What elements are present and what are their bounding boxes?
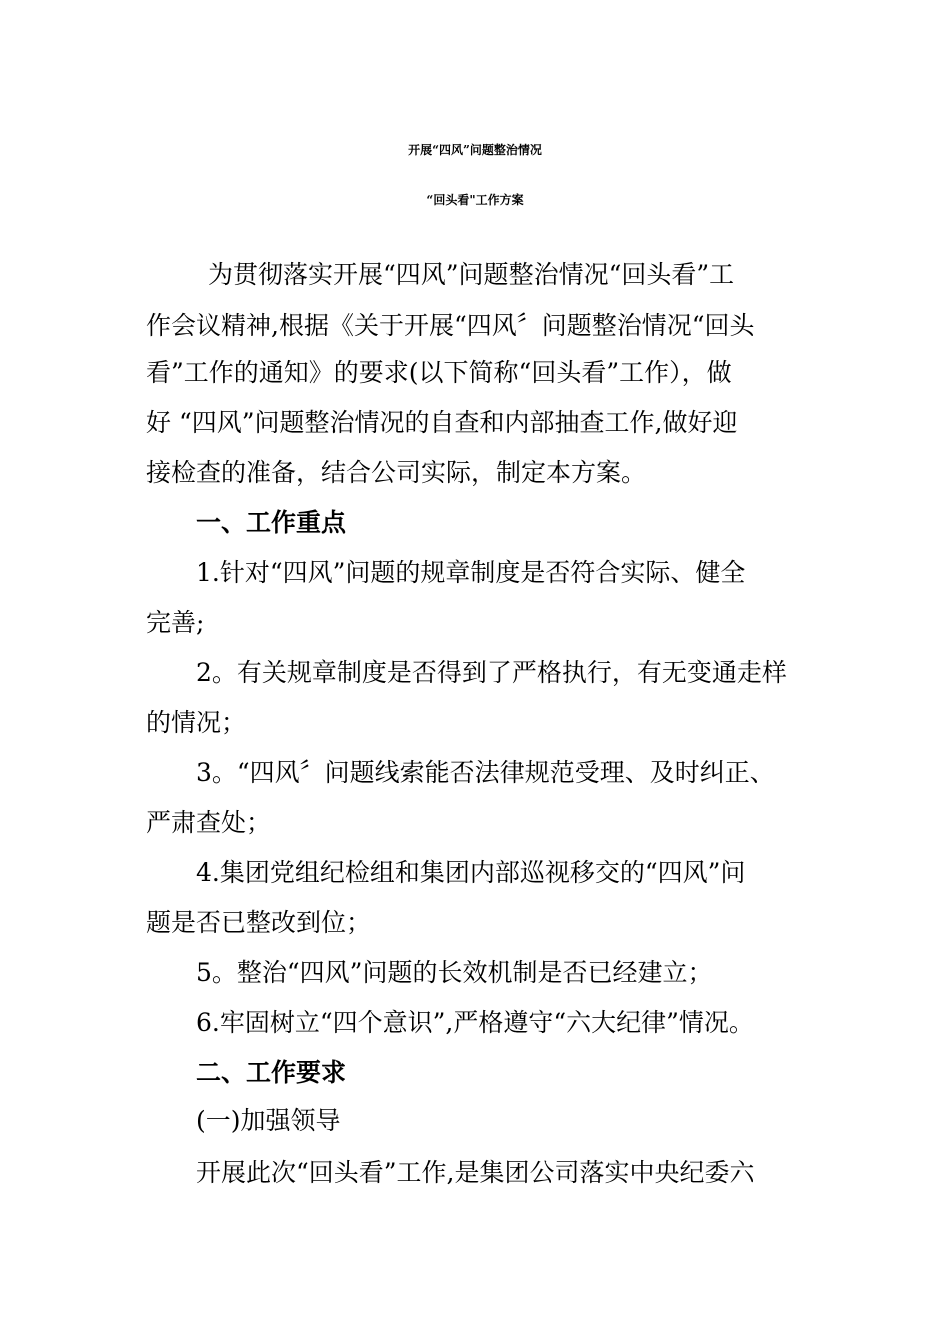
list-item: 的情况； [146, 708, 247, 737]
intro-line-5: 接检查的准备，结合公司实际，制定本方案。 [146, 458, 647, 487]
list-item: 严肃查处； [146, 808, 272, 837]
list-item: 2。有关规章制度是否得到了严格执行，有无变通走样 [196, 658, 787, 687]
list-item: 6.牢固树立“四个意识”,严格遵守“六大纪律”情况。 [196, 1008, 754, 1037]
document-title-line-2: “回头看"工作方案 [426, 193, 524, 207]
list-item: 完善; [146, 608, 205, 637]
section-2-heading: 二、工作要求 [196, 1058, 347, 1087]
list-item: 4.集团党组纪检组和集团内部巡视移交的“四风”问 [196, 858, 746, 887]
list-item: 5。整治“四风”问题的长效机制是否已经建立； [196, 958, 713, 987]
list-item: 3。“四风〞问题线索能否法律规范受理、及时纠正、 [196, 758, 775, 787]
list-item: 1.针对“四风”问题的规章制度是否符合实际、健全 [196, 558, 746, 587]
document-title-line-1: 开展“四风”问题整治情况 [408, 143, 542, 157]
paragraph-line: 开展此次“回头看”工作,是集团公司落实中央纪委六 [196, 1158, 755, 1187]
list-item: 题是否已整改到位； [146, 908, 372, 937]
subsection-1-heading: (一)加强领导 [196, 1106, 341, 1135]
intro-line-4: 好 “四风”问题整治情况的自查和内部抽查工作,做好迎 [146, 408, 738, 437]
intro-line-2: 作会议精神,根据《关于开展“四风〞问题整治情况“回头 [146, 311, 755, 340]
intro-line-3: 看”工作的通知》的要求(以下简称“回头看”工作），做 [146, 358, 732, 387]
section-1-heading: 一、工作重点 [196, 508, 347, 537]
intro-line-1: 为贯彻落实开展“四风”问题整治情况“回头看”工 [208, 260, 735, 289]
